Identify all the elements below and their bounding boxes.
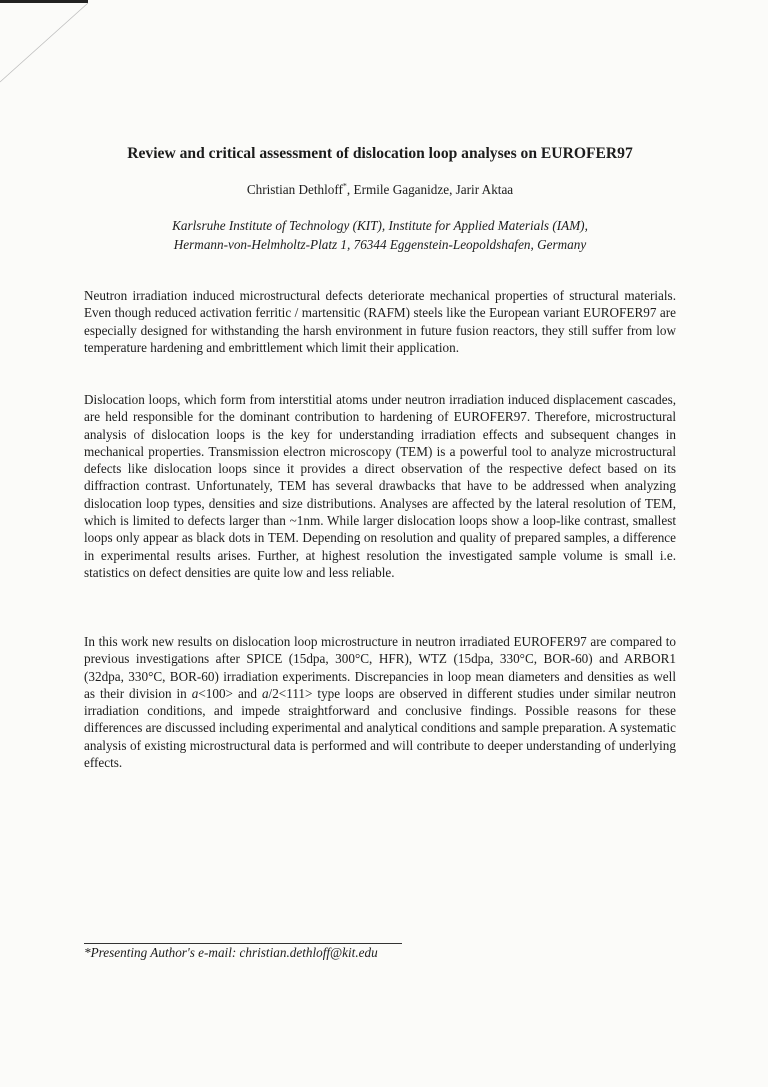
affiliation-line-2: Hermann-von-Helmholtz-Platz 1, 76344 Eggenstein-Leopoldshafen, Germany [173,237,587,252]
abstract-paragraph-2: Dislocation loops, which form from interstitial atoms under neutron irradiation induced displacement cascades, are held responsible for the dominant contribution to hardening of EUROFER97. Therefore, microstructural analysis of dislocation loops is the key for understanding irradiation effects and subsequent changes in mechanical properties. Transmission electron microscopy (TEM) is a powerful tool to analyze microstructural defects like dislocation loops since it provides a direct observation of the respective defect based on its diffraction contrast. Unfortunately, TEM has several drawbacks that have to be addressed when analyzing dislocation loop types, densities and size distributions. Analyses are affected by the lateral resolution of TEM, which is limited to defects larger than ~1nm. While larger dislocation loops show a loop-like contrast, smallest loops only appear as black dots in TEM. Depending on resolution and quality of prepared samples, a difference in experimental results arises. Further, at highest resolution the investigated sample volume is small i.e. statistics on defect densities are quite low and less reliable. [84,392,676,580]
paragraph-3-part-1: In this work new results on dislocation loop microstructure in neutron irradiated EUROFER97 are compared to previous investigations after SPICE (15dpa, 300°C, HFR), WTZ (15dpa, 330°C, BOR-60) and ARBOR1 (32dpa, 330°C, BOR-60) irradiation experiments. Discrepancies in loop mean diameters and densities as well as their division in [84,634,676,701]
co-authors: , Ermile Gaganidze, Jarir Aktaa [346,182,514,197]
lattice-parameter-a-1: a [191,685,199,701]
paragraph-3-part-2: <100> and [198,685,262,701]
presenting-author-mark: * [342,181,347,191]
paper-title: Review and critical assessment of dislocation loop analyses on EUROFER97 [127,145,633,162]
footnote-presenting-author-email: *Presenting Author's e-mail: christian.dethloff@kit.edu [84,945,378,960]
abstract-paragraph-3 [84,633,676,771]
presenting-author: Christian Dethloff [246,182,343,197]
lattice-parameter-a-2: a [261,685,269,701]
scan-edge-diagonal [0,0,100,90]
author-list [84,182,676,198]
paragraph-3-part-3: /2<111> type loops are observed in different studies under similar neutron irradiation conditions, and impede straightforward and conclusive findings. Possible reasons for these differences are discussed including experimental and analytical conditions and sample preparation. A systematic analysis of existing microstructural data is performed and will contribute to deeper understanding of underlying effects. [84,685,676,771]
affiliation [84,216,676,254]
abstract-paragraph-1: Neutron irradiation induced microstructural defects deteriorate mechanical properties of structural materials. Even though reduced activation ferritic / martensitic (RAFM) steels like the European variant EUROFER97 are especially designed for withstanding the harsh environment in future fusion reactors, they still suffer from low temperature hardening and embrittlement which limit their application. [84,288,676,355]
scan-edge-top [0,0,88,3]
footnote-rule [84,943,402,944]
affiliation-line-1: Karlsruhe Institute of Technology (KIT), Institute for Applied Materials (IAM), [172,218,588,233]
